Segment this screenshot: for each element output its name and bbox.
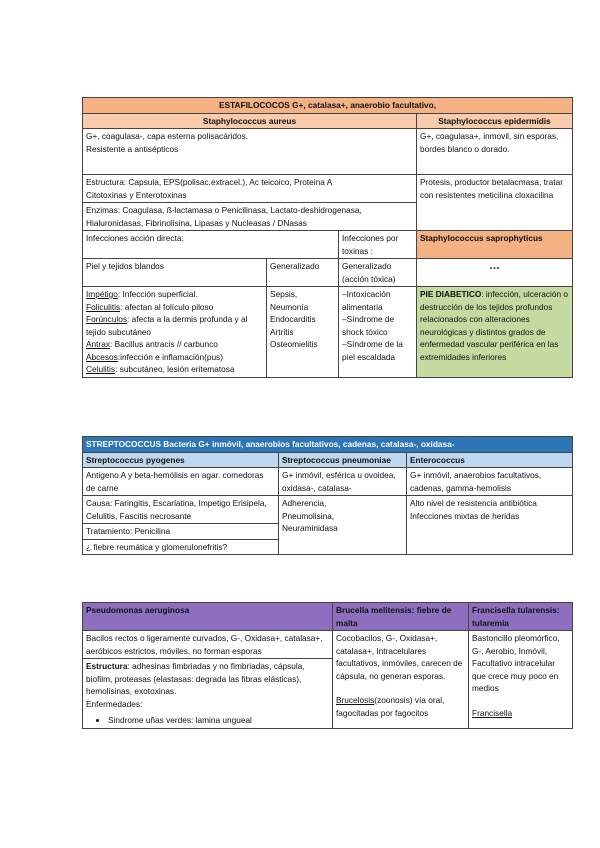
piel-text: : Bacillus antracis // carbunco [109,339,218,349]
infecciones-directa: Infecciones acción directa: [83,231,339,259]
generalizado-header: Generalizado [267,259,339,287]
pseudomonas-enfermedades: Enfermedades: [86,698,143,709]
staph-title: ESTAFILOCOCOS G+, catalasa+, anaerobio facultativo, [83,98,573,114]
toxica-item: –Síndrome de shock tóxico [342,314,395,337]
piel-text: : subcutáneo, lesión eritematosa [115,364,235,374]
francisella-cell [469,631,573,729]
epidermidis-header: Staphylococcus epidermidis [417,113,573,129]
pseudomonas-structure-cell [83,659,333,729]
generalizado-item: Sepsis, [270,289,298,299]
piel-term: Impétigo [86,289,118,299]
staphylococcus-table [82,97,573,378]
pyogenes-header: Streptococcus pyogenes [83,452,279,468]
pneumoniae-factor: Pneumolisina, [282,510,335,521]
piel-item [86,338,263,351]
piel-text: :infección e inflamación(pus) [117,351,223,362]
pneumoniae-factor: Adherencia, [282,498,327,508]
piel-text: : afectan al folículo piloso [120,301,214,312]
brucelosis-line [336,694,465,719]
generalizado-item: Neumonía [270,301,309,312]
enterococcus-description: G+ inmóvil, anaerobios facultativos, cadenas, gamma-hemolisis [407,468,573,496]
epidermidis-description: G+, coagulasa+, inmovil, sin esporas, bordes blanco o dorado. [417,129,573,175]
aureus-description [83,129,417,175]
gram-negative-table [82,602,573,729]
generalizado-item: Osteomielitis [270,339,318,349]
generalizado-list [267,287,339,378]
saprophyticus-ellipsis: … [417,259,573,287]
saprophyticus-header: Staphylococcus saprophyticus [417,231,573,259]
piel-term: Abcesos [86,351,118,362]
aureus-desc-line2: Resistente a antisépticos [86,143,179,154]
epidermidis-protesis: Protesis, productor betalacmasa, tratar con resistentes meticilina cloxacilina [417,175,573,231]
pyogenes-question: ¿ fiebre reumática y glomerulonefritis? [83,539,279,555]
pseudomonas-estructura-label: Estructura [86,661,128,671]
enterococcus-item: Alto nivel de resistencia antibiótica [410,498,537,508]
generalizado-item: Endocarditis [270,314,316,324]
enzimas-text: Enzimas: Coagulasa, ß-lactamasa o Penicilinasa, Lactato-deshidrogenasa, Hialuronidasas, Fibrinolisina, Lipasas y Nucleasas / DNasas [83,203,417,231]
piel-term: Celulitis [86,364,116,374]
brucelosis-term: Brucelosis [336,695,375,705]
brucelosis-text: (zoonosis) vía oral, fagocitadas por fagocitos [336,695,445,718]
brucella-description: Cocobacilos, G-, Oxidasa+, catalasa+, Intracelulares facultativos, inmóviles, carecen de cápsula, no generan esporas. [336,633,463,681]
generalizado-item: Artritis [270,326,294,337]
aureus-structure [83,175,417,203]
piel-item [86,301,263,314]
toxinas-text: Citotoxinas y Enterotoxinas [86,189,187,200]
pie-diabetico-text: : infección, ulceración o destrucción de los tejidos profundos relacionados con alteraciones neurológicas y distintos grados de enfermedad vascular periférica en las extremidades inferiores [420,289,569,362]
pyogenes-tratamiento: Tratamiento: Penicilina [83,524,279,540]
enterococcus-item: Infecciones mixtas de heridas [410,510,520,521]
pseudomonas-estructura-text: : adhesinas fimbriadas y no fimbriadas, cápsula, biofilm, proteasas (elastasas: degrada las fibras elásticas), hemolisinas, exotoxinas. [86,661,305,696]
aureus-desc-line1: G+, coagulasa-, capa esterna polisacáridos. [86,131,249,141]
piel-term: Forúnculos [86,314,128,324]
piel-item [86,313,263,338]
pneumoniae-header: Streptococcus pneumoniae [279,452,407,468]
streptococcus-table [82,436,573,555]
francisella-link: Francisella [472,707,513,718]
pie-diabetico-label: PIE DIABETICO [420,289,482,299]
aureus-header: Staphylococcus aureus [83,113,417,129]
pie-diabetico-cell [417,287,573,378]
pseudomonas-disease-item: • Sindrome uñas verdes: lamina ungueal [108,714,329,727]
enterococcus-resistance [407,496,573,555]
brucella-header: Brucella melitensis: fiebre de malta [333,603,469,631]
pseudomonas-disease-list [86,714,329,727]
generalizado-toxica-header: Generalizado (acción tóxica) [339,259,417,287]
brucella-cell [333,631,469,729]
piel-text: : afecta a la dermis profunda y al tejido subcutáneo [86,314,248,337]
pyogenes-causa: Causa: Faringitis, Escarlatina, Impetigo Erisipela, Celulitis, Fascitis necrosante [83,496,279,524]
enterococcus-header: Enterococcus [407,452,573,468]
piel-item [86,351,263,364]
piel-term: Antrax [86,339,110,349]
infecciones-toxinas: Infecciones por toxinas : [339,231,417,259]
pseudomonas-description: Bacilos rectos o ligeramente curvados, G-, Oxidasa+, catalasa+, aeróbicos estrictos, móviles, no forman esporas [83,631,333,659]
piel-text: : Infección superficial. [117,289,198,299]
francisella-header: Francisella tularensis: tularemia [469,603,573,631]
pneumoniae-factors [279,496,407,555]
pneumoniae-description: G+ inmóvil, esférica u ovoidea, oxidasa-, catalasa- [279,468,407,496]
piel-list [83,287,267,378]
toxica-item: –Síndrome de la piel escaldada [342,339,403,362]
toxica-item: –Intoxicación alimentaria [342,289,391,312]
toxica-list [339,287,417,378]
pseudomonas-header: Pseudomonas aeruginosa [83,603,333,631]
pneumoniae-factor: Neuraminidasa [282,523,338,533]
estructura-text: Estructura: Capsula, EPS(polisac.extracel.), Ac teicoico, Proteina A [86,177,333,187]
strep-title: STREPTOCOCCUS Bacteria G+ inmóvil, anaerobios facultativos, cadenas, catalasa-, oxidasa- [83,437,573,453]
piel-header: Piel y tejidos blandos [83,259,267,287]
pyogenes-antigen: Antigeno A y beta-hemólisis en agar. comedoras de carne [83,468,279,496]
piel-item [86,363,263,376]
francisella-description: Bastoncillo pleomórfico, G-, Aerobio, Inmóvil, Facultativo intracelular que crece muy poco en medios [472,633,560,693]
piel-item [86,288,263,301]
piel-term: Foliculitis [86,301,121,312]
